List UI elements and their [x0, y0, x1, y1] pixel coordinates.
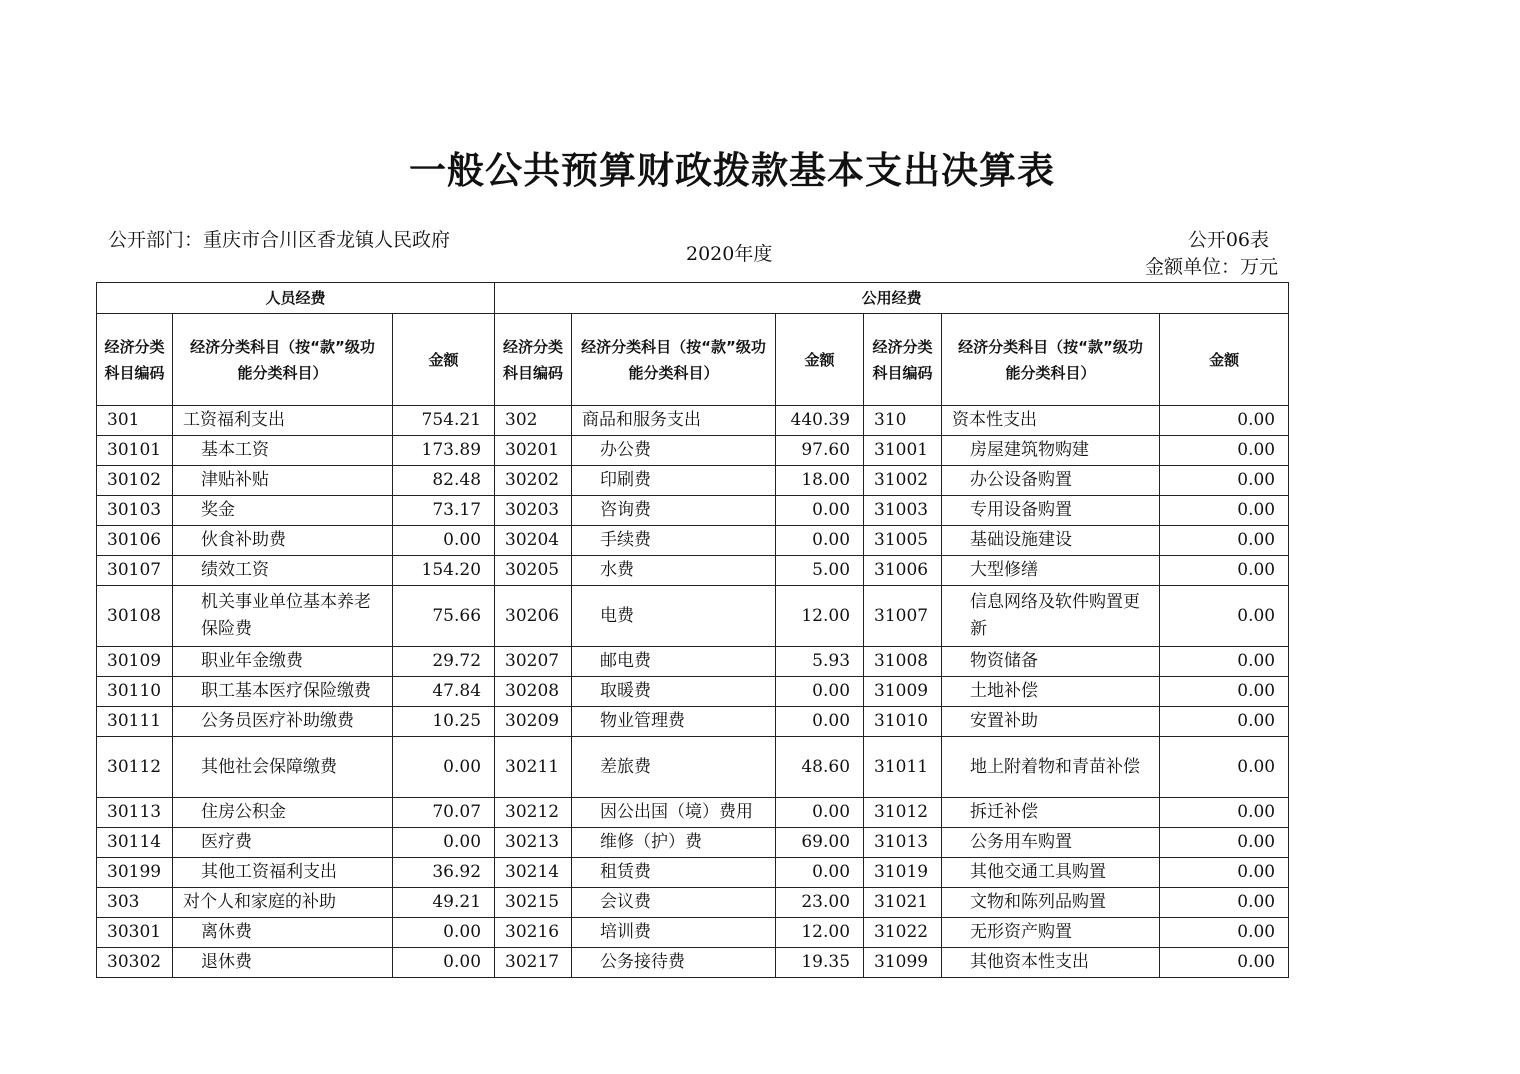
amount-cell: 49.21 [393, 888, 495, 918]
amount-cell: 0.00 [1160, 948, 1289, 978]
code-cell: 31010 [864, 707, 942, 737]
name-cell: 退休费 [173, 948, 393, 978]
code-cell: 30208 [495, 677, 572, 707]
name-cell: 专用设备购置 [942, 496, 1160, 526]
code-cell: 30108 [97, 586, 173, 647]
amount-cell: 0.00 [776, 798, 864, 828]
unit-label: 金额单位：万元 [1144, 256, 1278, 278]
code-cell: 301 [97, 406, 173, 436]
department-label: 公开部门：重庆市合川区香龙镇人民政府 [108, 229, 451, 251]
amount-cell: 10.25 [393, 707, 495, 737]
code-cell: 30215 [495, 888, 572, 918]
name-cell: 基本工资 [173, 436, 393, 466]
name-cell: 租赁费 [572, 858, 776, 888]
amount-cell: 73.17 [393, 496, 495, 526]
amount-cell: 0.00 [1160, 586, 1289, 647]
amount-cell: 173.89 [393, 436, 495, 466]
amount-cell: 154.20 [393, 556, 495, 586]
table-row [97, 406, 1289, 436]
code-cell: 30199 [97, 858, 173, 888]
amount-cell: 0.00 [1160, 466, 1289, 496]
name-cell: 职工基本医疗保险缴费 [173, 677, 393, 707]
code-cell: 30209 [495, 707, 572, 737]
name-cell: 对个人和家庭的补助 [173, 888, 393, 918]
name-cell: 维修（护）费 [572, 828, 776, 858]
table-row [97, 888, 1289, 918]
amount-cell: 440.39 [776, 406, 864, 436]
code-cell: 31006 [864, 556, 942, 586]
amount-cell: 0.00 [776, 677, 864, 707]
amount-cell: 754.21 [393, 406, 495, 436]
header-amount: 金额 [776, 314, 864, 406]
header-name: 经济分类科目（按“款”级功能分类科目） [173, 314, 393, 406]
name-cell: 电费 [572, 586, 776, 647]
code-cell: 30201 [495, 436, 572, 466]
code-cell: 30301 [97, 918, 173, 948]
amount-cell: 0.00 [776, 707, 864, 737]
name-cell: 印刷费 [572, 466, 776, 496]
name-cell: 住房公积金 [173, 798, 393, 828]
amount-cell: 0.00 [1160, 647, 1289, 677]
table-row [97, 586, 1289, 647]
amount-cell: 0.00 [1160, 556, 1289, 586]
amount-cell: 0.00 [1160, 828, 1289, 858]
code-cell: 30106 [97, 526, 173, 556]
amount-cell: 0.00 [1160, 798, 1289, 828]
amount-cell: 0.00 [1160, 406, 1289, 436]
amount-cell: 75.66 [393, 586, 495, 647]
page-title: 一般公共预算财政拨款基本支出决算表 [409, 149, 1055, 192]
amount-cell: 0.00 [1160, 918, 1289, 948]
table-row [97, 496, 1289, 526]
code-cell: 31005 [864, 526, 942, 556]
code-cell: 30112 [97, 737, 173, 798]
code-cell: 31002 [864, 466, 942, 496]
group-header-public: 公用经费 [495, 283, 1289, 314]
header-name: 经济分类科目（按“款”级功能分类科目） [572, 314, 776, 406]
group-header-personnel: 人员经费 [97, 283, 495, 314]
amount-cell: 0.00 [776, 858, 864, 888]
name-cell: 奖金 [173, 496, 393, 526]
amount-cell: 0.00 [393, 526, 495, 556]
table-row [97, 436, 1289, 466]
name-cell: 会议费 [572, 888, 776, 918]
name-cell: 其他交通工具购置 [942, 858, 1160, 888]
amount-cell: 18.00 [776, 466, 864, 496]
code-cell: 30103 [97, 496, 173, 526]
amount-cell: 0.00 [393, 828, 495, 858]
name-cell: 咨询费 [572, 496, 776, 526]
amount-cell: 0.00 [1160, 737, 1289, 798]
name-cell: 资本性支出 [942, 406, 1160, 436]
table-row [97, 798, 1289, 828]
code-cell: 30202 [495, 466, 572, 496]
code-cell: 31001 [864, 436, 942, 466]
amount-cell: 70.07 [393, 798, 495, 828]
name-cell: 拆迁补偿 [942, 798, 1160, 828]
name-cell: 培训费 [572, 918, 776, 948]
code-cell: 30203 [495, 496, 572, 526]
amount-cell: 23.00 [776, 888, 864, 918]
amount-cell: 48.60 [776, 737, 864, 798]
name-cell: 公务接待费 [572, 948, 776, 978]
amount-cell: 0.00 [1160, 888, 1289, 918]
code-cell: 30216 [495, 918, 572, 948]
name-cell: 邮电费 [572, 647, 776, 677]
name-cell: 其他社会保障缴费 [173, 737, 393, 798]
name-cell: 手续费 [572, 526, 776, 556]
code-cell: 31012 [864, 798, 942, 828]
code-cell: 31013 [864, 828, 942, 858]
code-cell: 30204 [495, 526, 572, 556]
amount-cell: 0.00 [776, 496, 864, 526]
code-cell: 302 [495, 406, 572, 436]
table-row [97, 707, 1289, 737]
amount-cell: 0.00 [1160, 526, 1289, 556]
amount-cell: 82.48 [393, 466, 495, 496]
name-cell: 信息网络及软件购置更新 [942, 586, 1160, 647]
name-cell: 办公费 [572, 436, 776, 466]
code-cell: 31008 [864, 647, 942, 677]
amount-cell: 0.00 [1160, 677, 1289, 707]
table-row [97, 647, 1289, 677]
code-cell: 31022 [864, 918, 942, 948]
code-cell: 31003 [864, 496, 942, 526]
amount-cell: 5.00 [776, 556, 864, 586]
amount-cell: 0.00 [1160, 707, 1289, 737]
expenditure-table [96, 282, 1289, 978]
header-amount: 金额 [393, 314, 495, 406]
name-cell: 公务用车购置 [942, 828, 1160, 858]
name-cell: 伙食补助费 [173, 526, 393, 556]
name-cell: 公务员医疗补助缴费 [173, 707, 393, 737]
table-row [97, 526, 1289, 556]
table-row [97, 918, 1289, 948]
name-cell: 无形资产购置 [942, 918, 1160, 948]
header-name: 经济分类科目（按“款”级功能分类科目） [942, 314, 1160, 406]
code-cell: 30212 [495, 798, 572, 828]
code-cell: 30101 [97, 436, 173, 466]
code-cell: 30114 [97, 828, 173, 858]
code-cell: 30213 [495, 828, 572, 858]
code-cell: 30109 [97, 647, 173, 677]
code-cell: 31099 [864, 948, 942, 978]
code-cell: 30302 [97, 948, 173, 978]
code-cell: 31021 [864, 888, 942, 918]
code-cell: 30102 [97, 466, 173, 496]
amount-cell: 0.00 [1160, 496, 1289, 526]
amount-cell: 0.00 [1160, 858, 1289, 888]
amount-cell: 0.00 [776, 526, 864, 556]
name-cell: 机关事业单位基本养老保险费 [173, 586, 393, 647]
name-cell: 安置补助 [942, 707, 1160, 737]
code-cell: 30113 [97, 798, 173, 828]
name-cell: 津贴补贴 [173, 466, 393, 496]
code-cell: 30207 [495, 647, 572, 677]
amount-cell: 0.00 [393, 948, 495, 978]
amount-cell: 29.72 [393, 647, 495, 677]
name-cell: 土地补偿 [942, 677, 1160, 707]
name-cell: 其他工资福利支出 [173, 858, 393, 888]
code-cell: 310 [864, 406, 942, 436]
amount-cell: 0.00 [393, 918, 495, 948]
amount-cell: 12.00 [776, 586, 864, 647]
code-cell: 30211 [495, 737, 572, 798]
header-code: 经济分类科目编码 [97, 314, 173, 406]
amount-cell: 36.92 [393, 858, 495, 888]
amount-cell: 69.00 [776, 828, 864, 858]
name-cell: 办公设备购置 [942, 466, 1160, 496]
name-cell: 因公出国（境）费用 [572, 798, 776, 828]
header-code: 经济分类科目编码 [864, 314, 942, 406]
name-cell: 绩效工资 [173, 556, 393, 586]
name-cell: 职业年金缴费 [173, 647, 393, 677]
amount-cell: 0.00 [1160, 436, 1289, 466]
table-row [97, 948, 1289, 978]
name-cell: 工资福利支出 [173, 406, 393, 436]
amount-cell: 5.93 [776, 647, 864, 677]
code-cell: 30107 [97, 556, 173, 586]
code-cell: 30206 [495, 586, 572, 647]
header-code: 经济分类科目编码 [495, 314, 572, 406]
code-cell: 30214 [495, 858, 572, 888]
table-row [97, 737, 1289, 798]
code-cell: 30110 [97, 677, 173, 707]
name-cell: 取暖费 [572, 677, 776, 707]
name-cell: 离休费 [173, 918, 393, 948]
code-cell: 30111 [97, 707, 173, 737]
table-row [97, 858, 1289, 888]
amount-cell: 97.60 [776, 436, 864, 466]
table-row [97, 466, 1289, 496]
code-cell: 31019 [864, 858, 942, 888]
name-cell: 物业管理费 [572, 707, 776, 737]
name-cell: 地上附着物和青苗补偿 [942, 737, 1160, 798]
name-cell: 大型修缮 [942, 556, 1160, 586]
name-cell: 其他资本性支出 [942, 948, 1160, 978]
name-cell: 物资储备 [942, 647, 1160, 677]
name-cell: 差旅费 [572, 737, 776, 798]
amount-cell: 19.35 [776, 948, 864, 978]
name-cell: 水费 [572, 556, 776, 586]
code-cell: 31007 [864, 586, 942, 647]
table-row [97, 828, 1289, 858]
name-cell: 基础设施建设 [942, 526, 1160, 556]
code-cell: 31009 [864, 677, 942, 707]
table-row [97, 677, 1289, 707]
code-cell: 31011 [864, 737, 942, 798]
table-row [97, 556, 1289, 586]
code-cell: 30205 [495, 556, 572, 586]
amount-cell: 12.00 [776, 918, 864, 948]
name-cell: 房屋建筑物购建 [942, 436, 1160, 466]
amount-cell: 47.84 [393, 677, 495, 707]
code-cell: 30217 [495, 948, 572, 978]
name-cell: 文物和陈列品购置 [942, 888, 1160, 918]
amount-cell: 0.00 [393, 737, 495, 798]
code-cell: 303 [97, 888, 173, 918]
table-number-label: 公开06表 [1187, 229, 1269, 251]
name-cell: 商品和服务支出 [572, 406, 776, 436]
header-amount: 金额 [1160, 314, 1289, 406]
year-label: 2020年度 [686, 243, 773, 265]
name-cell: 医疗费 [173, 828, 393, 858]
